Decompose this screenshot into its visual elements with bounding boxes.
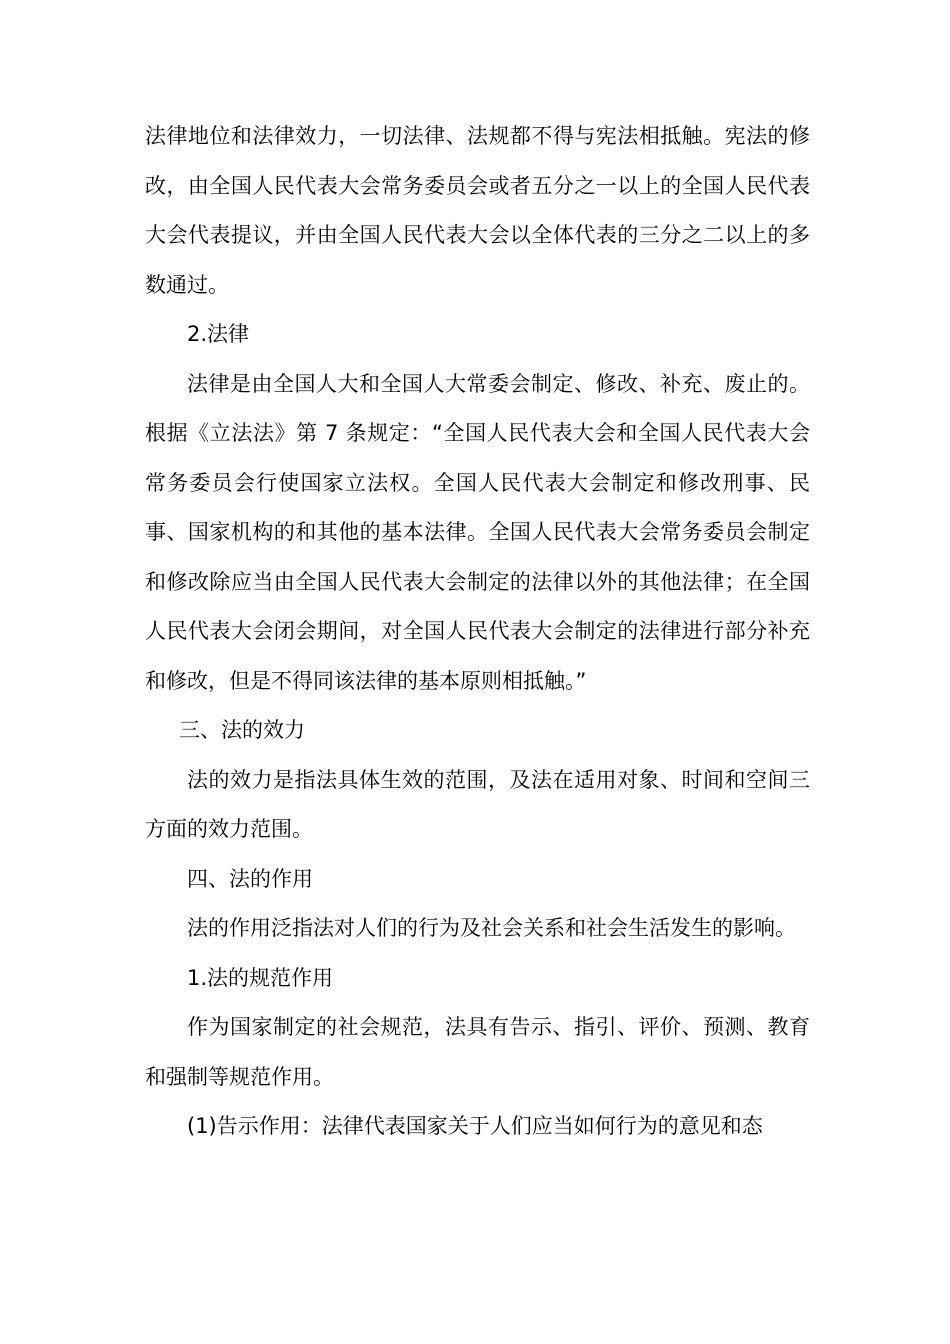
paragraph-effect-of-law: 法的效力是指法具体生效的范围，及法在适用对象、时间和空间三方面的效力范围。: [145, 767, 810, 841]
paragraph-law-definition: 法律是由全国人大和全国人大常委会制定、修改、补充、废止的。根据《立法法》第 7 条规定：“全国人民代表大会和全国人民代表大会常务委员会行使国家立法权。全国人民代表大会制定和修改刑事、民事、国家机构的和其他的基本法律。全国人民代表大会常务委员会制定和修改除应当由全国人民代表大会制定的法律以外的其他法律；在全国人民代表大会闭会期间，对全国人民代表大会制定的法律进行部分补充和修改，但是不得同该法律的基本原则相抵触。”: [145, 371, 810, 693]
paragraph-constitution-amendment: 法律地位和法律效力，一切法律、法规都不得与宪法相抵触。宪法的修改，由全国人民代表大会常务委员会或者五分之一以上的全国人民代表大会代表提议，并由全国人民代表大会以全体代表的三分之二以上的多数通过。: [145, 124, 810, 297]
heading-function-of-law: 四、法的作用: [187, 866, 313, 891]
paragraph-notice-function: (1)告示作用：法律代表国家关于人们应当如何行为的意见和态: [187, 1114, 763, 1138]
document-body: [145, 112, 810, 1152]
subheading-normative-function: 1.法的规范作用: [187, 965, 334, 990]
paragraph-normative-function: 作为国家制定的社会规范，法具有告示、指引、评价、预测、教育和强制等规范作用。: [145, 1015, 810, 1089]
subheading-law: 2.法律: [187, 322, 250, 346]
heading-effect-of-law: 三、法的效力: [179, 718, 305, 742]
paragraph-function-of-law: 法的作用泛指法对人们的行为及社会关系和社会生活发生的影响。: [187, 916, 796, 940]
